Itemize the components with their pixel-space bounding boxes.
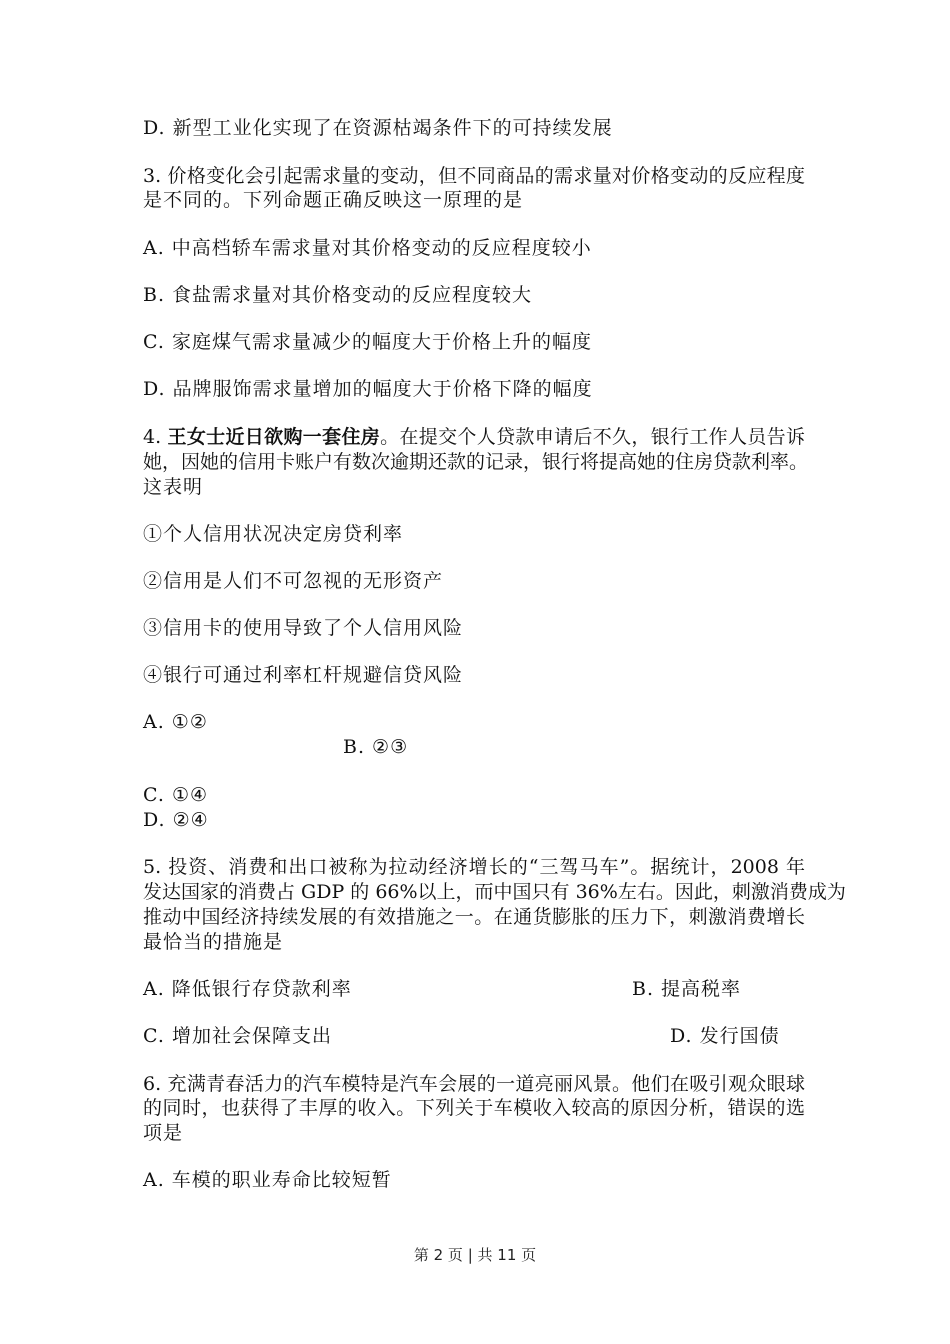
q6-stem-line: 6. 充满青春活力的汽车模特是汽车会展的一道亮丽风景。他们在吸引观众眼球 — [143, 1073, 805, 1095]
q2-option-d: D. 新型工业化实现了在资源枯竭条件下的可持续发展 — [143, 117, 613, 139]
q4-statement: ④银行可通过利率杠杆规避信贷风险 — [143, 664, 464, 686]
q5-stem-line: 推动中国经济持续发展的有效措施之一。在通货膨胀的压力下，刺激消费增长 — [143, 906, 805, 928]
q3-stem-line: 是不同的。下列命题正确反映这一原理的是 — [143, 189, 524, 211]
q5-option-b: B. 提高税率 — [632, 978, 742, 1000]
page-footer: 第 2 页 | 共 11 页 — [413, 1246, 537, 1264]
q5-stem-line: 发达国家的消费占 GDP 的 66%以上，而中国只有 36%左右。因此，刺激消费成为 — [143, 881, 846, 903]
q3-stem-line: 3. 价格变化会引起需求量的变动，但不同商品的需求量对价格变动的反应程度 — [143, 165, 805, 187]
q4-option-b: B. ②③ — [343, 736, 409, 758]
q4-stem-line: 她，因她的信用卡账户有数次逾期还款的记录，银行将提高她的住房贷款利率。 — [143, 451, 809, 473]
q5-option-a: A. 降低银行存贷款利率 — [143, 978, 352, 1000]
q6-stem-line: 项是 — [143, 1122, 184, 1144]
q5-option-d: D. 发行国债 — [670, 1025, 780, 1047]
q4-option-a: A. ①② — [143, 711, 208, 733]
q3-option-b: B. 食盐需求量对其价格变动的反应程度较大 — [143, 284, 533, 306]
q4-stem-line: 这表明 — [143, 476, 204, 498]
q4-option-d: D. ②④ — [143, 809, 209, 831]
q4-stem-line — [143, 425, 805, 449]
q3-option-d: D. 品牌服饰需求量增加的幅度大于价格下降的幅度 — [143, 378, 593, 400]
q5-stem-line: 最恰当的措施是 — [143, 931, 284, 953]
q4-number: 4. — [143, 426, 168, 448]
q5-option-c: C. 增加社会保障支出 — [143, 1025, 332, 1047]
q5-stem-line: 5. 投资、消费和出口被称为拉动经济增长的“三驾马车”。据统计，2008 年 — [143, 856, 805, 878]
q4-statement: ①个人信用状况决定房贷利率 — [143, 523, 404, 545]
q4-bold-text: 王女士近日欲购一套住房 — [167, 426, 381, 448]
q6-option-a: A. 车模的职业寿命比较短暂 — [143, 1169, 392, 1191]
q6-stem-line: 的同时，也获得了丰厚的收入。下列关于车模收入较高的原因分析，错误的选 — [143, 1097, 805, 1119]
q4-statement: ③信用卡的使用导致了个人信用风险 — [143, 617, 464, 639]
q3-option-c: C. 家庭煤气需求量减少的幅度大于价格上升的幅度 — [143, 331, 592, 353]
q4-stem-rest: 。在提交个人贷款申请后不久，银行工作人员告诉 — [380, 426, 805, 448]
q4-option-c: C. ①④ — [143, 784, 209, 806]
q3-option-a: A. 中高档轿车需求量对其价格变动的反应程度较小 — [143, 237, 592, 259]
q4-statement: ②信用是人们不可忽视的无形资产 — [143, 570, 444, 592]
